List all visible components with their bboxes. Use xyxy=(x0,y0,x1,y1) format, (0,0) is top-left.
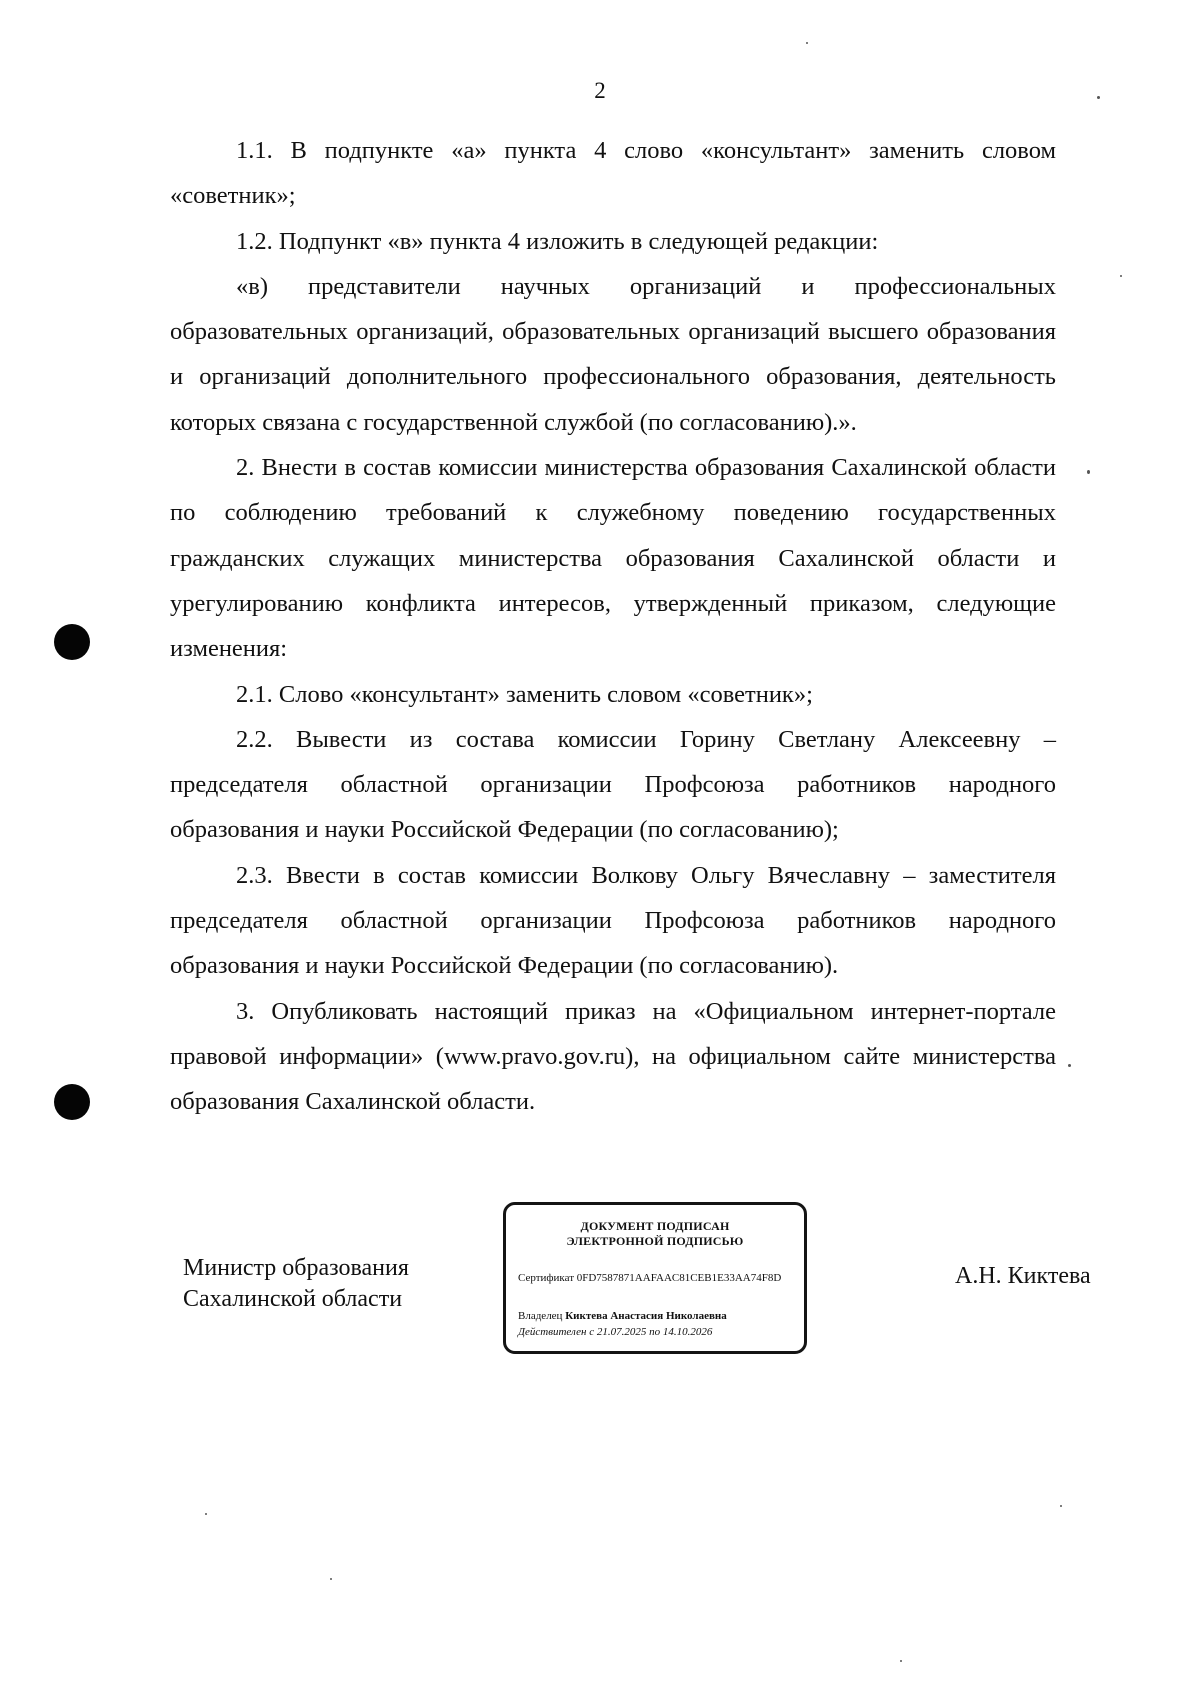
paragraph-1-1: 1.1. В подпункте «а» пункта 4 слово «консультант» заменить словом «советник»; xyxy=(170,137,1056,210)
signer-name: А.Н. Киктева xyxy=(955,1263,1091,1289)
punch-hole xyxy=(54,1084,90,1120)
page-number: 2 xyxy=(594,78,606,103)
scan-speck xyxy=(1068,1064,1071,1067)
stamp-certificate xyxy=(518,1271,800,1285)
stamp-title-line1: ДОКУМЕНТ ПОДПИСАН xyxy=(580,1219,730,1233)
scan-speck xyxy=(1120,275,1122,277)
electronic-signature-stamp xyxy=(503,1202,807,1354)
document-body xyxy=(170,128,1056,1125)
signer-position-line2: Сахалинской области xyxy=(183,1286,403,1312)
stamp-cert-number: 0FD7587871AAFAAC81CEB1E33AA74F8D xyxy=(576,1272,782,1284)
scan-speck xyxy=(330,1578,332,1580)
stamp-title-line2: ЭЛЕКТРОННОЙ ПОДПИСЬЮ xyxy=(566,1234,744,1248)
signer-position-line1: Министр образования xyxy=(183,1255,409,1281)
paragraph-2-1: 2.1. Слово «консультант» заменить словом «советник»; xyxy=(236,680,813,708)
paragraph-2: 2. Внести в состав комиссии министерства образования Сахалинской области по соблюдению требований к служебному поведению государственных гражданских служащих министерства образования Сахалинской области и урегулированию конфликта интересов, утвержденный приказом, следующие изменения: xyxy=(170,454,1056,663)
paragraph-3: 3. Опубликовать настоящий приказ на «Официальном интернет-портале правовой информации» (www.pravo.gov.ru), на официальном сайте министерства образования Сахалинской области. xyxy=(170,997,1056,1116)
scan-speck xyxy=(1060,1505,1062,1507)
stamp-owner xyxy=(518,1309,727,1323)
paragraph-1-2: 1.2. Подпункт «в» пункта 4 изложить в следующей редакции: xyxy=(236,227,879,255)
scan-speck xyxy=(1097,96,1100,99)
scan-speck xyxy=(900,1660,902,1662)
paragraph-quote-v: «в) представители научных организаций и профессиональных образовательных организаций, образовательных организаций высшего образования и организаций дополнительного профессионального образования, деятельность которых связана с государственной службой (по согласованию).». xyxy=(170,272,1056,436)
paragraph-2-3: 2.3. Ввести в состав комиссии Волкову Ольгу Вячеславну – заместителя председателя областной организации Профсоюза работников народного образования и науки Российской Федерации (по согласованию). xyxy=(170,861,1056,980)
stamp-title xyxy=(506,1219,804,1249)
signer-position xyxy=(183,1253,409,1315)
stamp-owner-label: Владелец xyxy=(518,1310,563,1322)
punch-hole xyxy=(54,624,90,660)
scan-speck xyxy=(1087,470,1090,474)
stamp-owner-name: Киктева Анастасия Николаевна xyxy=(565,1310,727,1322)
stamp-cert-label: Сертификат xyxy=(518,1272,574,1284)
paragraph-2-2: 2.2. Вывести из состава комиссии Горину Светлану Алексеевну – председателя областной организации Профсоюза работников народного образования и науки Российской Федерации (по согласованию); xyxy=(170,725,1056,844)
stamp-validity: Действителен с 21.07.2025 по 14.10.2026 xyxy=(518,1326,713,1338)
scan-speck xyxy=(806,42,808,44)
scan-speck xyxy=(205,1513,207,1515)
